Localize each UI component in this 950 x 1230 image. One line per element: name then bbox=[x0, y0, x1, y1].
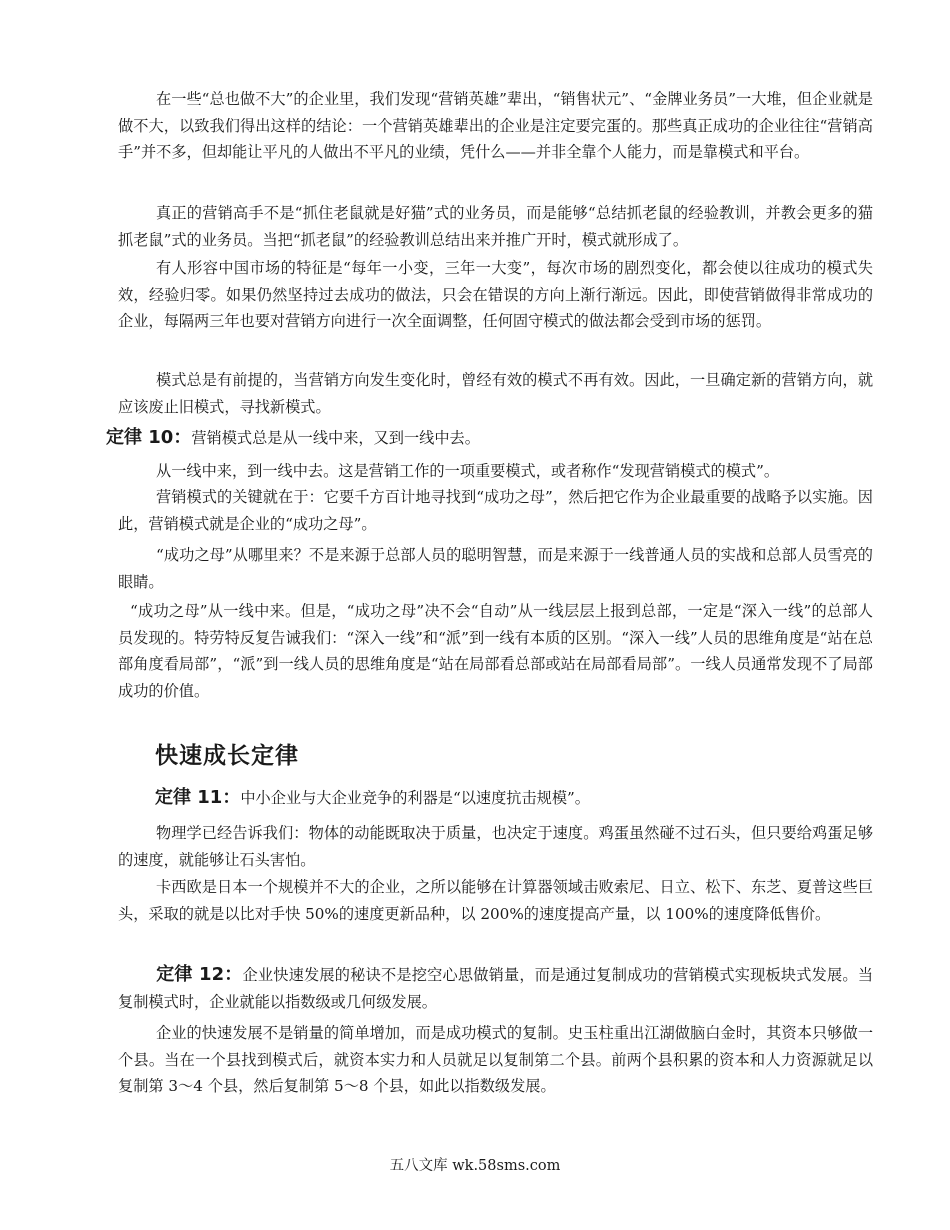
paragraph-mother-of-success: 营销模式的关键就在于：它要千方百计地寻找到“成功之母”，然后把它作为企业最重要的战略予以实施。因此，营销模式就是企业的“成功之母”。 bbox=[118, 488, 873, 533]
paragraph-china-market: 有人形容中国市场的特征是“每年一小变，三年一大变”，每次市场的剧烈变化，都会使以往成功的模式失效，经验归零。如果仍然坚持过去成功的做法，只会在错误的方向上渐行渐远。因此，即使营销做得非常成功的企业，每隔两三年也要对营销方向进行一次全面调整，任何固守模式的做法都会受到市场的惩罚。 bbox=[118, 259, 873, 330]
paragraph-deep-frontline: “成功之母”从一线中来。但是，“成功之母”决不会“自动”从一线层层上报到总部，一定是“深入一线”的总部人员发现的。特劳特反复告诫我们：“深入一线”和“派”到一线有本质的区别。“深入一线”人员的思维角度是“站在总部角度看局部”，“派”到一线人员的思维角度是“站在局部看总部或站在局部看局部”。一线人员通常发现不了局部成功的价值。 bbox=[118, 602, 873, 700]
section-title: 快速成长定律 bbox=[155, 743, 299, 769]
law-11-heading bbox=[155, 785, 873, 812]
footer-watermark: 五八文库 wk.58sms.com bbox=[389, 1158, 561, 1174]
law-11-text: 中小企业与大企业竞争的利器是“以速度抗击规模”。 bbox=[240, 789, 590, 807]
law-10-text: 营销模式总是从一线中来，又到一线中去。 bbox=[191, 429, 480, 447]
law-12-paragraph bbox=[118, 962, 873, 1015]
paragraph-replication: 企业的快速发展不是销量的简单增加，而是成功模式的复制。史玉柱重出江湖做脑白金时，其资本只够做一个县。当在一个县找到模式后，就资本实力和人员就足以复制第二个县。前两个县积累的资本和人力资源就足以复制第 3～4 个县，然后复制第 5～8 个县，如此以指数级发展。 bbox=[118, 1024, 873, 1095]
paragraph-casio: 卡西欧是日本一个规模并不大的企业，之所以能够在计算器领域击败索尼、日立、松下、东芝、夏普这些巨头，采取的就是以比对手快 50%的速度更新品种，以 200%的速度提高产量，以 100%的速度降低售价。 bbox=[118, 878, 873, 923]
paragraph-marketing-heroes: 在一些“总也做不大”的企业里，我们发现“营销英雄”辈出，“销售状元”、“金牌业务员”一大堆，但企业就是做不大，以致我们得出这样的结论：一个营销英雄辈出的企业是注定要完蛋的。那些真正成功的企业往往“营销高手”并不多，但却能让平凡的人做出不平凡的业绩，凭什么——并非全靠个人能力，而是靠模式和平台。 bbox=[118, 90, 873, 161]
law-12-text: 企业快速发展的秘诀不是挖空心思做销量，而是通过复制成功的营销模式实现板块式发展。当复制模式时，企业就能以指数级或几何级发展。 bbox=[118, 966, 873, 1011]
paragraph-kinetic-energy: 物理学已经告诉我们：物体的动能既取决于质量，也决定于速度。鸡蛋虽然碰不过石头，但只要给鸡蛋足够的速度，就能够让石头害怕。 bbox=[118, 824, 873, 869]
law-10-label: 定律 10： bbox=[106, 427, 192, 448]
paragraph-frontline-pattern: 从一线中来，到一线中去。这是营销工作的一项重要模式，或者称作“发现营销模式的模式”。 bbox=[156, 462, 780, 480]
law-11-label: 定律 11： bbox=[155, 787, 241, 808]
paragraph-model-premise: 模式总是有前提的，当营销方向发生变化时，曾经有效的模式不再有效。因此，一旦确定新的营销方向，就应该废止旧模式，寻找新模式。 bbox=[118, 371, 873, 416]
paragraph-true-marketing-masters: 真正的营销高手不是“抓住老鼠就是好猫”式的业务员，而是能够“总结抓老鼠的经验教训，并教会更多的猫抓老鼠”式的业务员。当把“抓老鼠”的经验教训总结出来并推广开时，模式就形成了。 bbox=[118, 204, 873, 249]
law-10-heading bbox=[106, 425, 873, 452]
paragraph-where-from: “成功之母”从哪里来？不是来源于总部人员的聪明智慧，而是来源于一线普通人员的实战和总部人员雪亮的眼睛。 bbox=[118, 546, 873, 591]
law-12-label: 定律 12： bbox=[156, 964, 243, 985]
